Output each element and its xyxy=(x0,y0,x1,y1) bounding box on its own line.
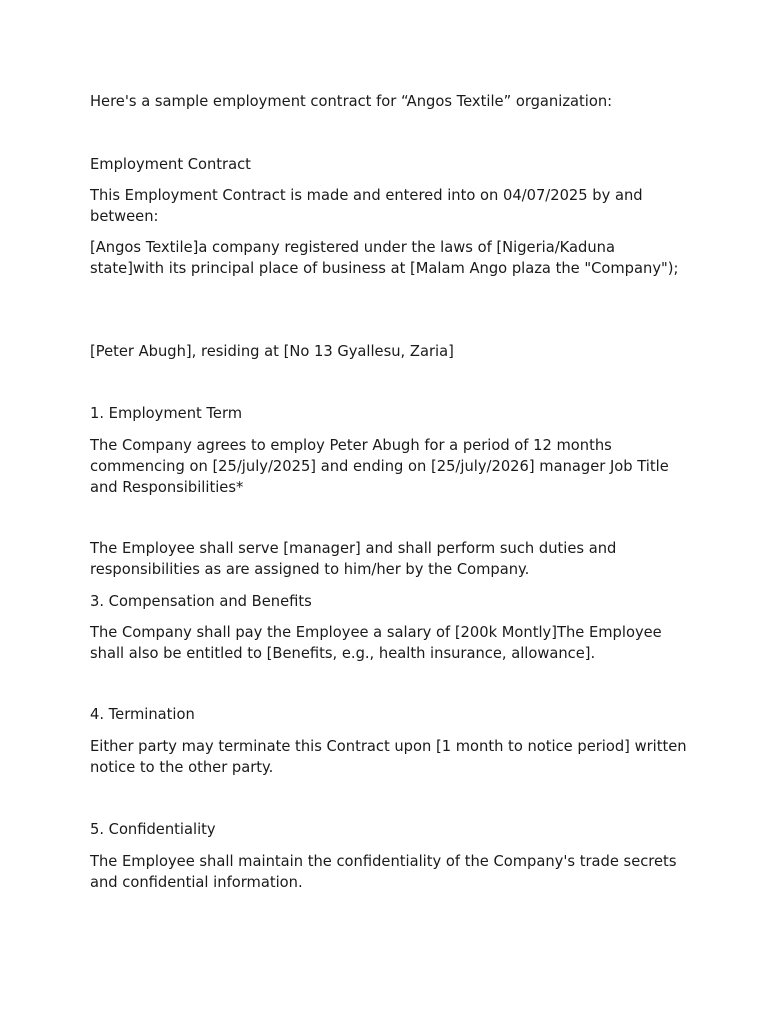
section-heading-termination: 4. Termination xyxy=(90,706,195,723)
section-heading-employment-term: 1. Employment Term xyxy=(90,405,243,422)
section-body-duties: The Employee shall serve [manager] and shall perform such duties and responsibilities as are assigned to him/her by the Company. xyxy=(90,540,617,578)
section-heading-compensation: 3. Compensation and Benefits xyxy=(90,593,312,610)
employee-party-paragraph: [Peter Abugh], residing at [No 13 Gyallesu, Zaria] xyxy=(90,343,454,360)
section-body-termination: Either party may terminate this Contract upon [1 month to notice period] written notice to the other party. xyxy=(90,738,687,776)
section-body-compensation: The Company shall pay the Employee a salary of [200k Montly]The Employee shall also be entitled to [Benefits, e.g., health insurance, allowance]. xyxy=(90,624,662,662)
employer-party-paragraph: [Angos Textile]a company registered under the laws of [Nigeria/Kaduna state]with its principal place of business at [Malam Ango plaza the "Company"); xyxy=(90,239,679,277)
preamble-paragraph: This Employment Contract is made and entered into on 04/07/2025 by and between: xyxy=(90,187,643,225)
section-heading-confidentiality: 5. Confidentiality xyxy=(90,821,216,838)
intro-text: Here's a sample employment contract for “Angos Textile” organization: xyxy=(90,93,613,110)
document-title: Employment Contract xyxy=(90,156,251,173)
section-body-employment-term: The Company agrees to employ Peter Abugh for a period of 12 months commencing on [25/july/2025] and ending on [25/july/2026] manager Job Title and Responsibilities* xyxy=(90,437,669,496)
section-body-confidentiality: The Employee shall maintain the confidentiality of the Company's trade secrets and confidential information. xyxy=(90,853,677,891)
